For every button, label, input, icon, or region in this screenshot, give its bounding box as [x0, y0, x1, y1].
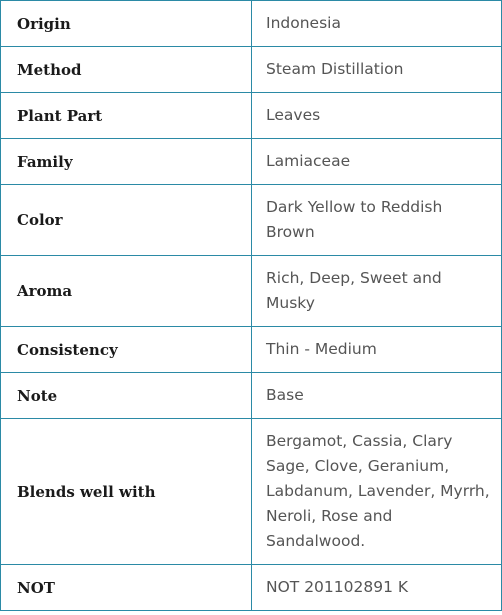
row-value: Base — [252, 373, 502, 419]
row-value: Rich, Deep, Sweet and Musky — [252, 256, 502, 327]
row-value: Steam Distillation — [252, 47, 502, 93]
table-row — [1, 93, 502, 139]
table-row — [1, 373, 502, 419]
row-label: Consistency — [1, 327, 252, 373]
table-row — [1, 327, 502, 373]
row-label: Aroma — [1, 256, 252, 327]
row-label: Method — [1, 47, 252, 93]
row-value: NOT 201102891 K — [252, 565, 502, 611]
table-row — [1, 419, 502, 565]
row-label: Family — [1, 139, 252, 185]
row-value: Lamiaceae — [252, 139, 502, 185]
row-value: Indonesia — [252, 1, 502, 47]
row-value: Bergamot, Cassia, Clary Sage, Clove, Geranium, Labdanum, Lavender, Myrrh, Neroli, Rose and Sandalwood. — [252, 419, 502, 565]
row-value: Dark Yellow to Reddish Brown — [252, 185, 502, 256]
row-label: Note — [1, 373, 252, 419]
table-row — [1, 1, 502, 47]
row-label: Origin — [1, 1, 252, 47]
table-row — [1, 47, 502, 93]
table-row — [1, 185, 502, 256]
row-label: Plant Part — [1, 93, 252, 139]
row-value: Thin - Medium — [252, 327, 502, 373]
row-label: NOT — [1, 565, 252, 611]
table-row — [1, 565, 502, 611]
row-label: Blends well with — [1, 419, 252, 565]
row-label: Color — [1, 185, 252, 256]
row-value: Leaves — [252, 93, 502, 139]
table-row — [1, 256, 502, 327]
table-row — [1, 139, 502, 185]
